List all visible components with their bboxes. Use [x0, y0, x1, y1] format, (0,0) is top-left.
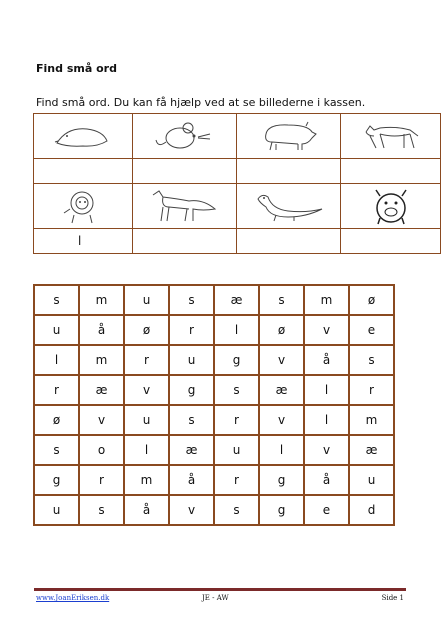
letter-grid-row — [34, 405, 394, 435]
letter-cell[interactable]: u — [34, 315, 79, 345]
picture-cell — [236, 114, 340, 159]
letter-cell[interactable]: s — [214, 495, 259, 525]
letter-cell[interactable]: g — [34, 465, 79, 495]
letter-cell[interactable]: å — [79, 315, 124, 345]
letter-cell[interactable]: r — [124, 345, 169, 375]
letter-cell[interactable]: s — [349, 345, 394, 375]
letter-cell[interactable]: m — [304, 285, 349, 315]
footer-page-number: Side 1 — [381, 594, 404, 602]
letter-cell[interactable]: g — [259, 495, 304, 525]
letter-cell[interactable]: m — [349, 405, 394, 435]
letter-cell[interactable]: æ — [349, 435, 394, 465]
answer-cell[interactable] — [34, 159, 133, 184]
answer-cell[interactable] — [132, 229, 236, 254]
letter-cell[interactable]: v — [259, 405, 304, 435]
letter-cell[interactable]: ø — [349, 285, 394, 315]
answer-cell[interactable] — [341, 229, 441, 254]
footer-link[interactable]: www.JoanEriksen.dk — [36, 594, 110, 602]
letter-cell[interactable]: u — [124, 285, 169, 315]
letter-cell[interactable]: u — [34, 495, 79, 525]
letter-grid — [33, 284, 395, 526]
letter-cell[interactable]: s — [214, 375, 259, 405]
letter-cell[interactable]: r — [169, 315, 214, 345]
fox-icon — [149, 187, 219, 225]
letter-cell[interactable]: æ — [169, 435, 214, 465]
letter-cell[interactable]: l — [304, 405, 349, 435]
answer-cell[interactable] — [132, 159, 236, 184]
letter-cell[interactable]: l — [34, 345, 79, 375]
letter-cell[interactable]: v — [259, 345, 304, 375]
letter-cell[interactable]: æ — [79, 375, 124, 405]
answer-cell[interactable] — [236, 229, 340, 254]
letter-cell[interactable]: v — [124, 375, 169, 405]
letter-cell[interactable]: o — [79, 435, 124, 465]
letter-cell[interactable]: s — [34, 285, 79, 315]
letter-cell[interactable]: r — [349, 375, 394, 405]
answer-cell[interactable] — [236, 159, 340, 184]
letter-cell[interactable]: u — [214, 435, 259, 465]
letter-cell[interactable]: d — [349, 495, 394, 525]
letter-cell[interactable]: r — [214, 405, 259, 435]
picture-cell — [341, 114, 441, 159]
picture-cell — [132, 114, 236, 159]
letter-cell[interactable]: ø — [124, 315, 169, 345]
picture-cell — [34, 184, 133, 229]
letter-grid-row — [34, 345, 394, 375]
letter-cell[interactable]: s — [169, 405, 214, 435]
letter-cell[interactable]: l — [214, 315, 259, 345]
letter-cell[interactable]: r — [79, 465, 124, 495]
footer-author: JE - AW — [202, 594, 229, 602]
picture-cell — [236, 184, 340, 229]
letter-cell[interactable]: s — [169, 285, 214, 315]
letter-cell[interactable]: e — [349, 315, 394, 345]
letter-cell[interactable]: l — [124, 435, 169, 465]
letter-cell[interactable]: v — [304, 315, 349, 345]
pig-icon — [258, 120, 320, 152]
letter-cell[interactable]: l — [304, 375, 349, 405]
letter-cell[interactable]: r — [214, 465, 259, 495]
answer-cell[interactable] — [341, 159, 441, 184]
footer-rule — [34, 588, 406, 591]
letter-cell[interactable]: g — [259, 465, 304, 495]
letter-cell[interactable]: å — [169, 465, 214, 495]
letter-cell[interactable]: m — [79, 285, 124, 315]
page-title: Find små ord — [36, 62, 117, 75]
letter-cell[interactable]: m — [79, 345, 124, 375]
letter-grid-row — [34, 465, 394, 495]
picture-box — [33, 113, 441, 254]
letter-grid-row — [34, 285, 394, 315]
letter-cell[interactable]: s — [79, 495, 124, 525]
letter-cell[interactable]: r — [34, 375, 79, 405]
letter-cell[interactable]: g — [214, 345, 259, 375]
letter-cell[interactable]: u — [124, 405, 169, 435]
letter-grid-row — [34, 375, 394, 405]
letter-cell[interactable]: e — [304, 495, 349, 525]
letter-cell[interactable]: å — [304, 465, 349, 495]
letter-cell[interactable]: s — [259, 285, 304, 315]
letter-cell[interactable]: v — [79, 405, 124, 435]
letter-cell[interactable]: v — [304, 435, 349, 465]
letter-cell[interactable]: å — [124, 495, 169, 525]
cow-icon — [366, 186, 416, 226]
letter-cell[interactable]: m — [124, 465, 169, 495]
mouse-icon — [154, 120, 214, 152]
letter-grid-row — [34, 435, 394, 465]
letter-cell[interactable]: v — [169, 495, 214, 525]
letter-cell[interactable]: å — [304, 345, 349, 375]
answer-cell[interactable]: l — [34, 229, 133, 254]
wolf-icon — [360, 120, 422, 152]
picture-cell — [341, 184, 441, 229]
picture-cell — [34, 114, 133, 159]
otter-icon — [254, 189, 324, 223]
letter-cell[interactable]: u — [349, 465, 394, 495]
letter-cell[interactable]: æ — [259, 375, 304, 405]
letter-cell[interactable]: æ — [214, 285, 259, 315]
letter-grid-row — [34, 315, 394, 345]
lion-icon — [58, 187, 108, 225]
letter-cell[interactable]: g — [169, 375, 214, 405]
letter-cell[interactable]: ø — [259, 315, 304, 345]
instruction-text: Find små ord. Du kan få hjælp ved at se billederne i kassen. — [36, 96, 366, 109]
mole-icon — [53, 121, 113, 151]
letter-grid-row — [34, 495, 394, 525]
picture-cell — [132, 184, 236, 229]
letter-cell[interactable]: ø — [34, 405, 79, 435]
letter-cell[interactable]: s — [34, 435, 79, 465]
letter-cell[interactable]: l — [259, 435, 304, 465]
letter-cell[interactable]: u — [169, 345, 214, 375]
